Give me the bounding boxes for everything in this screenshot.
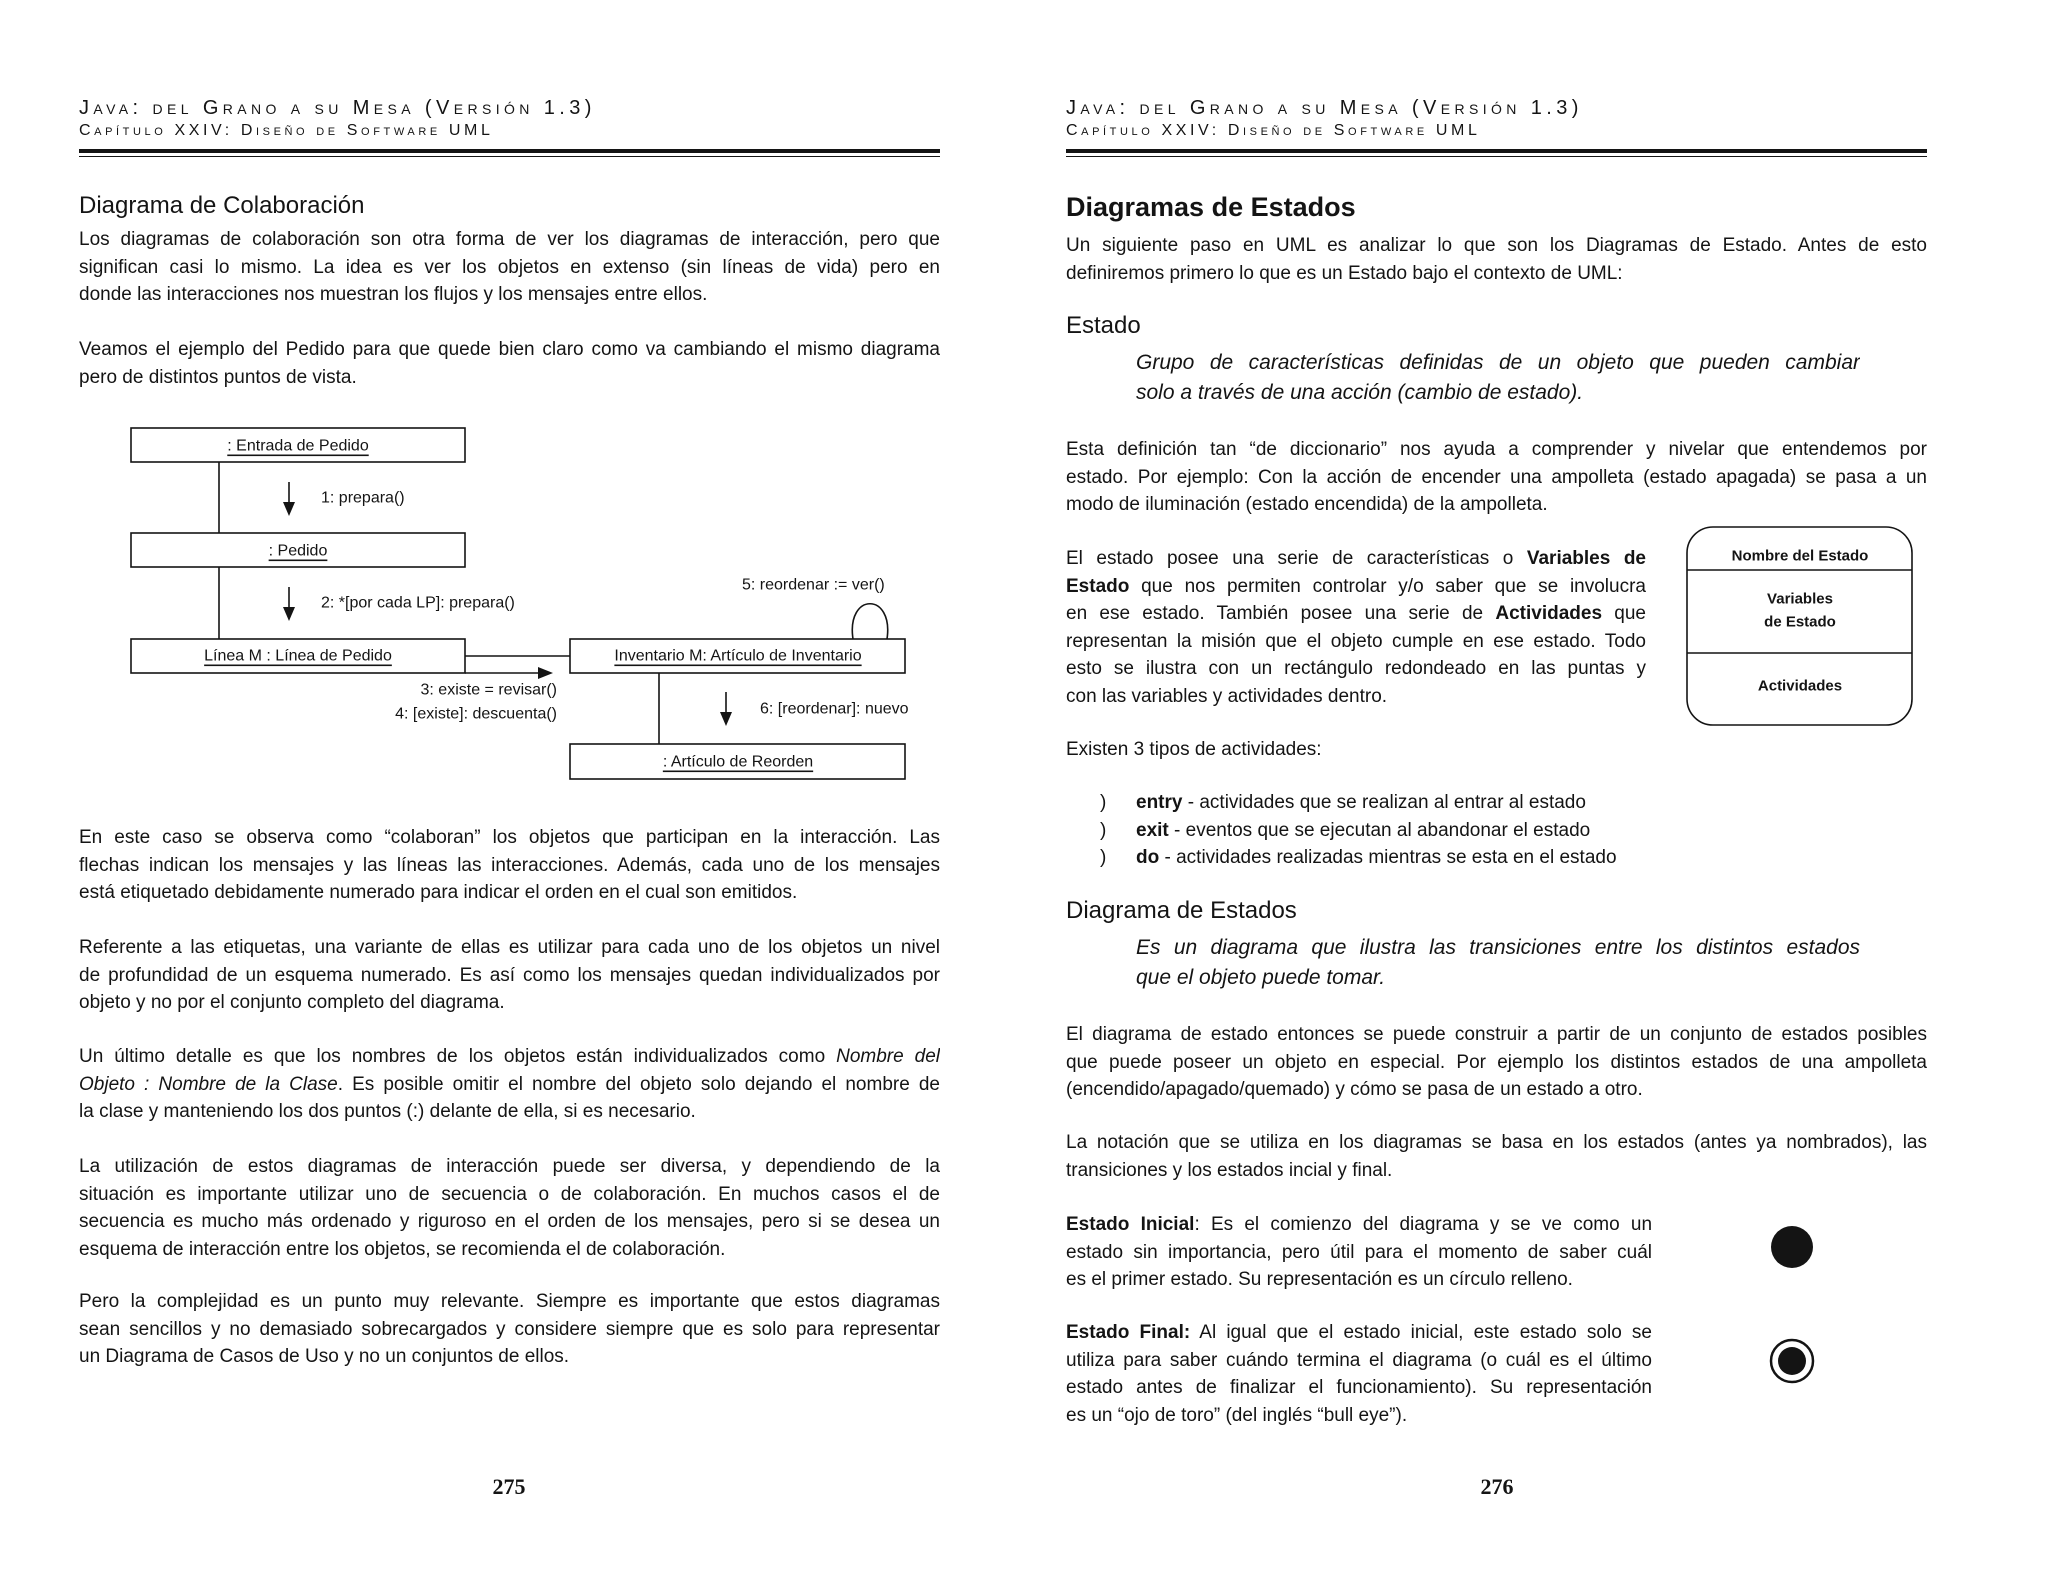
text-line: Pero la complejidad es un punto muy relevante. Siempre es importante que estos diagramas	[79, 1291, 940, 1312]
text-segment: que	[1602, 603, 1646, 625]
text-line: En este caso se observa como “colaboran” los objetos que participan en la interacción. Las	[79, 827, 940, 848]
text-line: representan la misión que el objeto cumple en ese estado. Todo	[1066, 630, 1646, 652]
text-line: La notación que se utiliza en los diagramas se basa en los estados (antes ya nombrados), las	[1066, 1132, 1927, 1153]
right-paragraph-4	[1066, 1021, 1927, 1104]
text-line: definiremos primero lo que es un Estado bajo el contexto de UML:	[1066, 262, 1623, 284]
text-line: sean sencillos y no demasiado sobrecargados y considere siempre que es solo para representar	[79, 1318, 940, 1340]
text-line: es un “ojo de toro” (del inglés “bull eye”).	[1066, 1404, 1408, 1426]
text-line	[1066, 573, 1646, 601]
bullet-glyph: )	[1100, 792, 1107, 813]
message-label-2: 2: *[por cada LP]: prepara()	[321, 594, 515, 612]
text-line: la clase y manteniendo los dos puntos (:) delante de ella, si es necesario.	[79, 1101, 696, 1123]
header-rule-thin	[1066, 156, 1927, 157]
state-variables-label: Variables	[1767, 590, 1833, 608]
left-paragraph-2	[79, 336, 940, 391]
object-label-pedido: : Pedido	[268, 542, 328, 560]
arrowhead-down-icon	[283, 502, 295, 516]
text-line: estado antes de finalizar el funcionamiento). Su representación	[1066, 1377, 1652, 1399]
list-item	[1100, 844, 1900, 872]
activity-term: exit	[1136, 819, 1169, 841]
text-line: Veamos el ejemplo del Pedido para que quede bien claro como va cambiando el mismo diagrama	[79, 339, 940, 360]
subheading-estado: Estado	[1066, 312, 1141, 339]
text-line	[1066, 600, 1646, 628]
object-box-inventario	[570, 639, 905, 673]
bold-term: Estado Inicial	[1066, 1214, 1195, 1235]
left-paragraph-7	[79, 1288, 940, 1371]
page-number-left: 275	[492, 1474, 526, 1499]
object-label-inventario: Inventario M: Artículo de Inventario	[614, 647, 862, 665]
object-label-entrada: : Entrada de Pedido	[227, 437, 369, 455]
text-line: secuencia es mucho más ordenado y riguroso en el orden de los mensajes, pero si se desea un	[79, 1211, 940, 1233]
text-line: estado. Por ejemplo: Con la acción de encender una ampolleta (estado apagada) se pasa a un	[1066, 466, 1927, 488]
text-line: un Diagrama de Casos de Uso y no un conjuntos de ellos.	[79, 1346, 570, 1368]
header-rule-thin	[79, 156, 940, 157]
text-line	[1066, 1211, 1652, 1239]
text-line: transiciones y los estados incial y final.	[1066, 1159, 1393, 1181]
state-activities-label: Actividades	[1757, 677, 1843, 695]
text-line: que puede poseer un objeto en especial. Por ejemplo los distintos estados de una ampolleta	[1066, 1051, 1927, 1073]
text-line: flechas indican los mensajes y las líneas las interacciones. Además, cada uno de los mensajes	[79, 854, 940, 876]
text-line	[79, 1071, 940, 1099]
text-line: con las variables y actividades dentro.	[1066, 685, 1388, 707]
text-line: esquema de interacción entre los objetos, se recomienda el de colaboración.	[79, 1238, 726, 1260]
state-rounded-box	[1687, 527, 1912, 725]
text-segment: que nos permiten controlar y/o saber que se involucra	[1129, 575, 1646, 597]
text-line: objeto y no por el conjunto completo del diagrama.	[79, 992, 505, 1014]
section-heading-colaboracion: Diagrama de Colaboración	[79, 192, 365, 219]
final-state-icon	[1771, 1340, 1813, 1382]
bullet-glyph: )	[1100, 819, 1107, 841]
text-segment: Al igual que el estado inicial, este estado solo se	[1190, 1322, 1652, 1343]
activity-term: entry	[1136, 792, 1183, 813]
arrowhead-down-icon	[283, 607, 295, 621]
estado-inicial-paragraph	[1066, 1211, 1652, 1294]
bold-term: Actividades	[1495, 603, 1603, 625]
text-line	[1066, 545, 1646, 573]
text-line: es el primer estado. Su representación es un círculo relleno.	[1066, 1269, 1573, 1291]
text-line: solo a través de una acción (cambio de estado).	[1136, 381, 1584, 404]
text-line: El diagrama de estado entonces se puede construir a partir de un conjunto de estados posibles	[1066, 1024, 1927, 1045]
definition-diagrama-estados	[1136, 933, 1860, 993]
initial-state-icon	[1771, 1226, 1813, 1268]
running-header-title: Java: del Grano a su Mesa (Versión 1.3)	[79, 97, 596, 119]
list-item	[1100, 817, 1900, 845]
text-line	[1066, 1319, 1652, 1347]
message-label-3: 3: existe = revisar()	[420, 681, 557, 699]
message-label-6: 6: [reordenar]: nuevo	[760, 700, 909, 718]
text-line: estado sin importancia, pero útil para el momento de saber cuál	[1066, 1241, 1652, 1263]
message-label-1: 1: prepara()	[321, 489, 405, 507]
running-header-title: Java: del Grano a su Mesa (Versión 1.3)	[1066, 97, 1583, 119]
collaboration-diagram	[131, 428, 909, 779]
left-paragraph-3	[79, 824, 940, 907]
header-rule	[1066, 149, 1927, 153]
right-paragraph-5	[1066, 1129, 1927, 1184]
estado-final-paragraph	[1066, 1319, 1652, 1429]
text-line: significan casi lo mismo. La idea es ver los objetos en extenso (sin líneas de vida) pero en	[79, 256, 940, 278]
text-line: Es un diagrama que ilustra las transiciones entre los distintos estados	[1136, 936, 1860, 959]
object-box-entrada	[131, 428, 465, 462]
text-line: donde las interacciones nos muestran los flujos y los mensajes entre ellos.	[79, 284, 708, 306]
self-loop	[852, 604, 887, 639]
text-line: La utilización de estos diagramas de interacción puede ser diversa, y dependiendo de la	[79, 1156, 940, 1177]
object-label-linea: Línea M : Línea de Pedido	[204, 647, 392, 665]
subheading-diagrama-estados: Diagrama de Estados	[1066, 897, 1297, 924]
activity-list	[1100, 789, 1900, 872]
arrowhead-right-icon	[538, 667, 553, 679]
activities-intro	[1066, 736, 1927, 764]
text-line: situación es importante utilizar uno de secuencia o de colaboración. En muchos casos el de	[79, 1183, 940, 1205]
object-box-pedido	[131, 533, 465, 567]
object-box-reorden	[570, 744, 905, 779]
text-line: Esta definición tan “de diccionario” nos ayuda a comprender y nivelar que entendemos por	[1066, 439, 1927, 460]
text-line: Referente a las etiquetas, una variante de ellas es utilizar para cada uno de los objetos un nivel	[79, 937, 940, 958]
page-number-right: 276	[1480, 1474, 1514, 1499]
text-line: pero de distintos puntos de vista.	[79, 366, 357, 388]
running-header-chapter: Capítulo XXIV: Diseño de Software UML	[79, 122, 494, 139]
left-paragraph-6	[79, 1153, 940, 1263]
running-header-chapter: Capítulo XXIV: Diseño de Software UML	[1066, 122, 1481, 139]
bulls-eye-ring	[1771, 1340, 1813, 1382]
left-paragraph-1	[79, 226, 940, 309]
bold-term: Estado Final:	[1066, 1322, 1191, 1343]
text-line: de profundidad de un esquema numerado. Es así como los mensajes quedan individualizados por	[79, 964, 940, 986]
message-label-4: 4: [existe]: descuenta()	[395, 705, 557, 723]
right-paragraph-1	[1066, 232, 1927, 287]
arrowhead-down-icon	[720, 712, 732, 726]
object-box-linea	[131, 639, 465, 673]
text-segment: . Es posible omitir el nombre del objeto solo dejando el nombre de	[337, 1073, 940, 1095]
text-line: Existen 3 tipos de actividades:	[1066, 739, 1322, 760]
list-item	[1100, 789, 1900, 817]
text-line: está etiquetado debidamente numerado para indicar el orden en el cual son emitidos.	[79, 882, 798, 904]
state-symbol	[1687, 527, 1912, 725]
text-line	[79, 1043, 940, 1071]
activity-description: - eventos que se ejecutan al abandonar el estado	[1168, 819, 1591, 841]
activity-description: - actividades realizadas mientras se esta en el estado	[1159, 847, 1617, 869]
text-segment: en ese estado. También posee una serie de	[1066, 603, 1496, 625]
text-segment: Un último detalle es que los nombres de los objetos están individualizados como	[79, 1046, 837, 1067]
left-paragraph-5	[79, 1043, 940, 1126]
right-paragraph-3	[1066, 545, 1646, 711]
left-paragraph-4	[79, 934, 940, 1017]
text-line: esto se ilustra con un rectángulo redondeado en las puntas y	[1066, 658, 1646, 680]
text-segment: El estado posee una serie de características o	[1066, 548, 1527, 569]
right-paragraph-2	[1066, 436, 1927, 519]
text-line: Grupo de características definidas de un objeto que pueden cambiar	[1136, 351, 1860, 374]
text-line: que el objeto puede tomar.	[1136, 966, 1386, 989]
text-line: utiliza para saber cuándo termina el diagrama (o cuál es el último	[1066, 1349, 1652, 1371]
chapter-section-title: Diagramas de Estados	[1066, 192, 1356, 222]
text-line: (encendido/apagado/quemado) y cómo se pasa de un estado a otro.	[1066, 1079, 1643, 1101]
text-line: Los diagramas de colaboración son otra forma de ver los diagramas de interacción, pero que	[79, 229, 940, 250]
text-line: modo de iluminación (estado encendida) de la ampolleta.	[1066, 494, 1548, 516]
bulls-eye-center	[1778, 1347, 1806, 1375]
state-name-label: Nombre del Estado	[1731, 547, 1869, 565]
text-line: Un siguiente paso en UML es analizar lo que son los Diagramas de Estado. Antes de esto	[1066, 235, 1927, 256]
bold-term: Variables de	[1526, 548, 1646, 569]
activity-term: do	[1136, 847, 1160, 869]
italic-term: Nombre del	[836, 1046, 940, 1067]
state-variables-label: de Estado	[1764, 613, 1836, 631]
message-label-5: 5: reordenar := ver()	[742, 576, 885, 594]
definition-estado	[1136, 348, 1860, 408]
activity-description: - actividades que se realizan al entrar al estado	[1182, 792, 1586, 813]
header-rule	[79, 149, 940, 153]
text-segment: : Es el comienzo del diagrama y se ve como un	[1194, 1214, 1652, 1235]
italic-term: Objeto : Nombre de la Clase	[79, 1073, 338, 1095]
bullet-glyph: )	[1100, 847, 1107, 869]
bold-term: Estado	[1066, 575, 1130, 597]
object-label-reorden: : Artículo de Reorden	[662, 753, 814, 771]
